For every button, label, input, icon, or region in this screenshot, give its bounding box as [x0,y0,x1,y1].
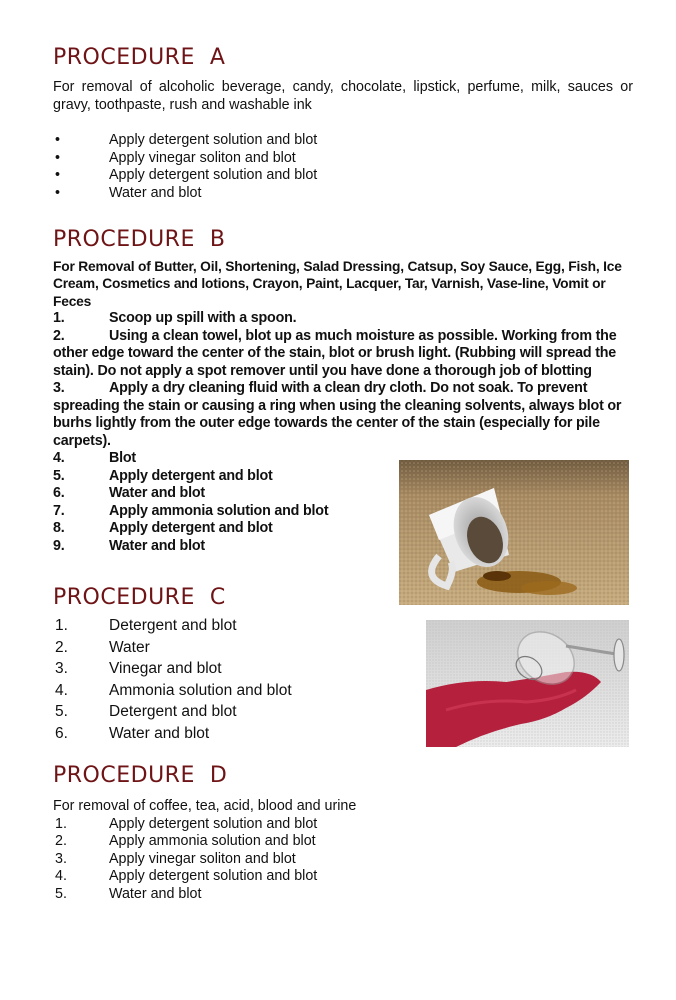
list-item: • Water and blot [55,184,202,201]
procedure-d-intro: For removal of coffee, tea, acid, blood and urine [53,798,357,814]
list-item: 6. Water and blot [53,723,633,745]
list-item: 4. Ammonia solution and blot [53,680,633,702]
procedure-a-section [53,44,633,202]
procedure-d-section [53,762,633,903]
list-item: 2. Water [53,637,633,659]
list-item: • Apply detergent solution and blot [55,167,318,183]
procedure-a-intro: For removal of alcoholic beverage, candy, chocolate, lipstick, perfume, milk, sauces or gravy, toothpaste, rush and washable ink [53,79,633,113]
list-item: 3. Apply vinegar soliton and blot [55,850,296,867]
list-item: 2. Apply ammonia solution and blot [55,833,316,849]
step-number: 4. [55,868,67,884]
bullet-marker: • [55,132,61,148]
list-item: 5. Detergent and blot [53,701,633,723]
list-item: 1. Detergent and blot [53,615,633,637]
list-item: 5. Apply detergent and blot [53,467,273,484]
list-item: 6. Water and blot [53,485,205,502]
list-item: 8. Apply detergent and blot [53,520,273,537]
step-number: 6. [55,724,68,742]
procedure-d-title: PROCEDURE D [53,763,228,788]
bullet-marker: • [55,149,61,166]
list-item: • Apply vinegar soliton and blot [55,149,296,166]
list-item: 7. Apply ammonia solution and blot [53,502,329,519]
procedure-c-title: PROCEDURE C [53,585,226,610]
step-number: 2. [55,638,68,656]
list-item: 4. Blot [53,450,136,467]
wine-spill-photo [426,620,629,747]
step-number: 1. [55,815,67,832]
step-number: 6. [53,485,65,502]
bullet-marker: • [55,167,61,183]
step-number: 2. [55,833,67,849]
procedure-b-short-steps [53,450,393,555]
step-number: 8. [53,520,65,537]
wine-glass-illustration [426,620,629,747]
list-item: • Apply detergent solution and blot [55,132,318,148]
procedure-b-intro: For Removal of Butter, Oil, Shortening, Salad Dressing, Catsup, Soy Sauce, Egg, Fish, Ice Cream, Cosmetics and lotions, Crayon, Paint, Lacquer, Tar, Varnish, Vase-line, Vomit or Feces [53,259,622,309]
list-item: 4. Apply detergent solution and blot [55,868,318,884]
step-number: 1. [55,617,68,634]
step-number: 5. [55,885,67,902]
list-item: 2. Using a clean towel, blot up as much moisture as possible. Working from the other edge toward the center of the stain, blot or brush light. (Rubbing will spread the stain). Do not apply a spot remover until you have done a thorough job of blotting [53,327,617,379]
procedure-b-title: PROCEDURE B [53,227,226,252]
list-item: 1. Scoop up spill with a spoon. [53,310,297,327]
step-number: 4. [53,450,65,467]
list-item: 1. Apply detergent solution and blot [55,815,318,832]
list-item: 3. Vinegar and blot [53,658,633,680]
list-item: 9. Water and blot [53,537,205,554]
procedure-d-steps [53,816,633,904]
list-item: 3. Apply a dry cleaning fluid with a clean dry cloth. Do not soak. To prevent spreading the stain or causing a ring when using the cleaning solvents, always blot or burhs lightly from the outer edge towards the center of the stain (especially for pile carpets). [53,380,622,449]
procedure-a-steps [53,132,633,202]
step-number: 3. [55,660,68,677]
step-number: 7. [53,502,65,519]
step-number: 3. [53,380,65,397]
bullet-marker: • [55,184,61,201]
step-number: 5. [55,703,68,720]
step-number: 9. [53,537,65,554]
step-number: 1. [53,310,65,327]
list-item: 5. Water and blot [55,885,202,902]
step-number: 4. [55,681,68,699]
procedure-a-title: PROCEDURE A [53,45,226,70]
step-number: 2. [53,327,65,344]
procedure-b-steps [53,310,633,450]
step-number: 5. [53,467,65,484]
step-number: 3. [55,850,67,867]
